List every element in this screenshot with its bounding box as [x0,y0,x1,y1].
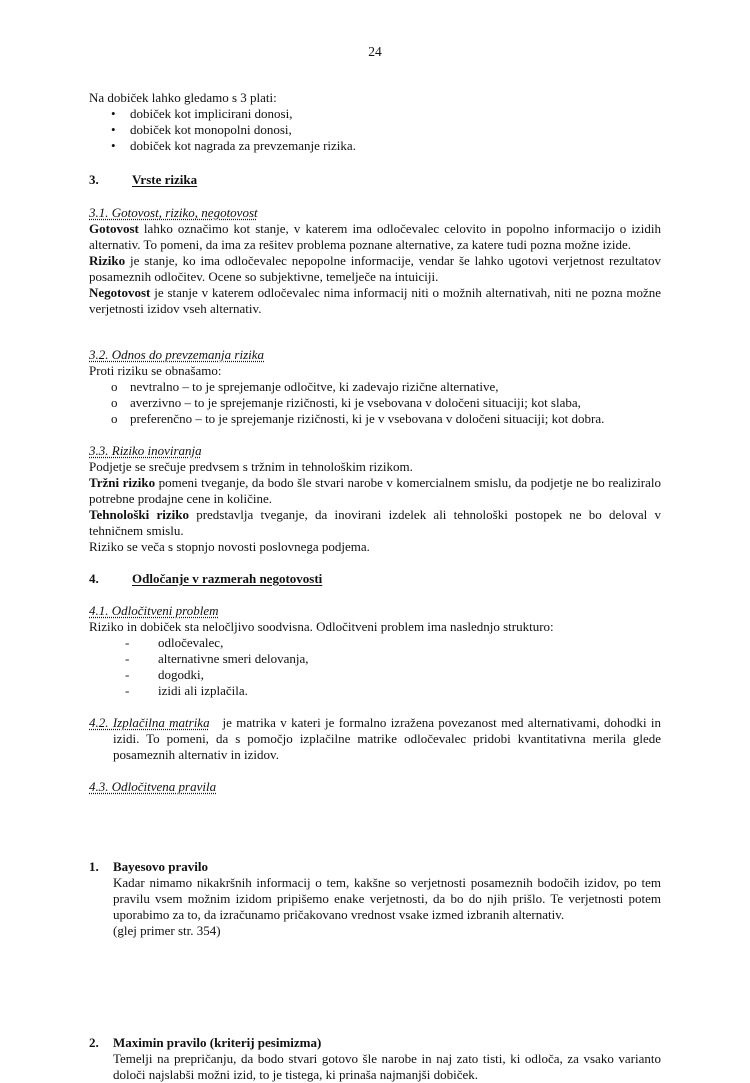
subsection-3-2-title: 3.2. Odnos do prevzemanja rizika [89,347,265,362]
subsection-4-2-title: 4.2. Izplačilna matrika [89,715,210,730]
paragraph-riziko: Riziko je stanje, ko ima odločevalec nepopolne informacije, vendar še lahko ugotovi verjetnost rezultatov posameznih odločitev. Ocene so subjektivne, temelječe na intuiciji. [89,253,661,284]
rule-bayes-text: Kadar nimamo nikakršnih informacij o tem, kakšne so verjetnosti posameznih bodočih izidov, po tem pravilu vsem možnim izidom pripišemo enake verjetnosti, da bo do njih prišlo. Te verjetnosti potem uporabimo za to, da izračunamo pričakovano vrednost vsake izmed izbranih alternativ. [113,875,661,922]
paragraph-tehnoloski-riziko: Tehnološki riziko predstavlja tveganje, da inovirani izdelek ali tehnološki postopek ne bo deloval v tehničnem smislu. [89,507,661,538]
subsection-4-3 [89,779,661,795]
list-item: • dobiček kot implicirani donosi, [111,106,293,121]
list-item: o nevtralno – to je sprejemanje odločitve, ki zadevajo rizične alternative, [111,379,499,394]
subsection-4-1-title: 4.1. Odločitveni problem [89,603,219,618]
section-3-heading: 3. Vrste rizika [89,172,198,187]
subsection-4-1 [89,603,661,699]
list-item: o averzivno – to je sprejemanje rizičnosti, ki je vsebovana v določeni situaciji; kot slaba, [111,395,581,410]
list-item: • dobiček kot monopolni donosi, [111,122,292,137]
rule-maximin-text: Temelji na prepričanju, da bodo stvari gotovo šle narobe in naj zato tisti, ki odloča, za vsako varianto določi najslabši možni izid, to je tistega, ki prinaša najmanjši dobiček. [113,1051,661,1082]
intro-bullet-list [89,106,661,154]
section-3-title: Vrste rizika [132,172,198,187]
subsection-3-1-title: 3.1. Gotovost, riziko, negotovost [89,205,258,220]
list-item: - alternativne smeri delovanja, [125,651,309,666]
dash-bullet-icon: - [125,683,130,698]
list-item: - izidi ali izplačila. [125,683,248,698]
subsection-4-2 [89,715,661,763]
risk-attitude-list [89,379,661,427]
paragraph-gotovost: Gotovost lahko označimo kot stanje, v katerem ima odločevalec celovito in popolno informacijo o izidih alternativ. To pomeni, da ima za rešitev problema poznane alternative, za katere tudi pozna možne izide. [89,221,661,252]
page-number: 24 [368,44,382,59]
subsection-3-3-lead: Podjetje se srečuje predvsem s tržnim in tehnološkim rizikom. [89,459,413,474]
subsection-3-3-title: 3.3. Riziko inoviranja [89,443,202,458]
rule-maximin: 2. Maximin pravilo (kriterij pesimizma) Temelji na prepričanju, da bodo stvari gotovo šle narobe in naj zato tisti, ki odloča, za vsako varianto določi najslabši možni izid, to je tistega, ki prinaša najmanjši dobiček. [89,1035,661,1082]
section-4-title: Odločanje v razmerah negotovosti [132,571,323,586]
bullet-icon: • [111,106,116,121]
dash-bullet-icon: - [125,635,130,650]
paragraph-trzni-riziko: Tržni riziko pomeni tveganje, da bodo šle stvari narobe v komercialnem smislu, da podjetje ne bo realiziralo potrebne prodajne cene in količine. [89,475,661,506]
subsection-3-1 [89,205,661,317]
list-item: • dobiček kot nagrada za prevzemanje rizika. [111,138,356,153]
subsection-3-2 [89,347,661,427]
rule-maximin-title: Maximin pravilo (kriterij pesimizma) [113,1035,322,1050]
section-4-heading: 4. Odločanje v razmerah negotovosti [89,571,323,586]
bullet-icon: • [111,122,116,137]
subsection-4-1-lead: Riziko in dobiček sta neločljivo soodvisna. Odločitveni problem ima naslednjo strukturo: [89,619,554,634]
bullet-icon: • [111,138,116,153]
dash-bullet-icon: - [125,651,130,666]
decision-structure-list [89,635,661,699]
rule-bayes: 1. Bayesovo pravilo Kadar nimamo nikakršnih informacij o tem, kakšne so verjetnosti posameznih bodočih izidov, po tem pravilu vsem možnim izidom pripišemo enake verjetnosti, da bo do njih prišlo. Te verjetnosti potem uporabimo za to, da izračunamo pričakovano vrednost vsake izmed izbranih alternativ. (glej primer str. 354) [89,859,661,938]
intro-lead: Na dobiček lahko gledamo s 3 plati: [89,90,277,105]
subsection-3-3 [89,443,661,555]
circle-bullet-icon: o [111,379,118,394]
paragraph-negotovost: Negotovost je stanje v katerem odločevalec nima informacij niti o možnih alternativah, niti ne pozna možne verjetnosti izidov vseh alternativ. [89,285,661,316]
page-body [89,0,662,1082]
rule-bayes-title: Bayesovo pravilo [113,859,208,874]
rule-bayes-note: (glej primer str. 354) [113,923,221,938]
subsection-3-3-closing: Riziko se veča s stopnjo novosti poslovnega podjema. [89,539,370,554]
circle-bullet-icon: o [111,411,118,426]
intro [89,90,661,154]
list-item: - dogodki, [125,667,204,682]
subsection-4-3-title: 4.3. Odločitvena pravila [89,779,217,794]
circle-bullet-icon: o [111,395,118,410]
list-item: o preferenčno – to je sprejemanje rizičnosti, ki je v vsebovana v določeni situaciji; kot dobra. [111,411,605,426]
subsection-4-2-text: je matrika v kateri je formalno izražena povezanost med alternativami, dohodki in izidi. To pomeni, da s pomočjo izplačilne matrike odločevalec pridobi kvantitativna merila glede posameznih alternativ in izidov. [113,715,662,762]
subsection-3-2-lead: Proti riziku se obnašamo: [89,363,222,378]
dash-bullet-icon: - [125,667,130,682]
list-item: - odločevalec, [125,635,224,650]
